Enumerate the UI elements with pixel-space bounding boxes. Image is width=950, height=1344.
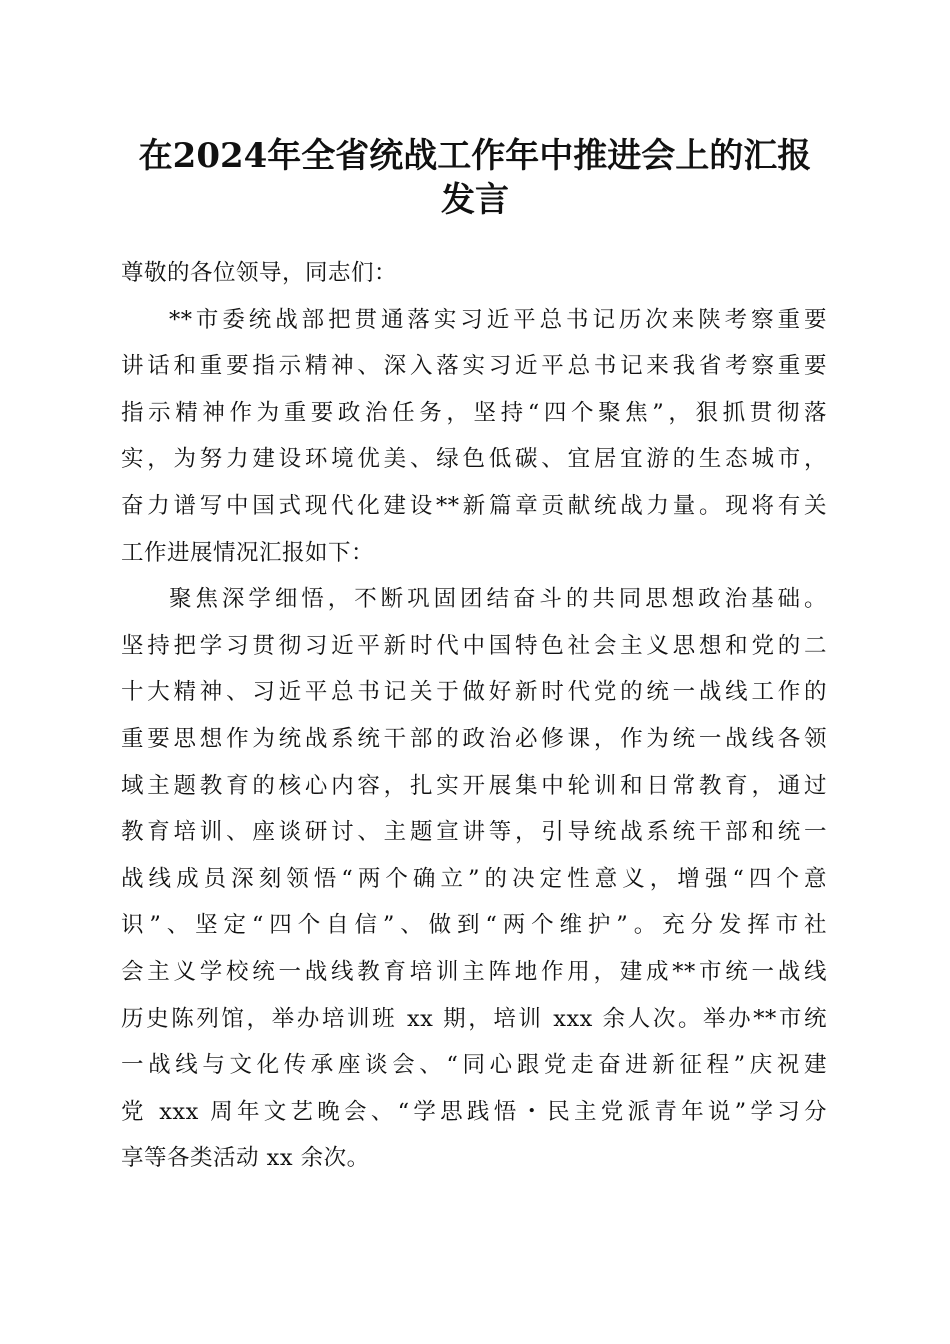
paragraph-line: **市委统战部把贯通落实习近平总书记历次来陕考察重要 (169, 306, 827, 333)
salutation-text: 尊敬的各位领导，同志们： (121, 260, 398, 286)
paragraph-focus-study (121, 576, 827, 1182)
paragraph-line: 战线成员深刻领悟“两个确立”的决定性意义，增强“四个意 (121, 865, 827, 892)
paragraph-line: 党 xxx 周年文艺晚会、“学思践悟・民主党派青年说”学习分 (121, 1098, 827, 1125)
paragraph-intro (121, 297, 827, 577)
paragraph-line: 识”、坚定“四个自信”、做到“两个维护”。充分发挥市社 (121, 912, 827, 939)
paragraph-line: 坚持把学习贯彻习近平新时代中国特色社会主义思想和党的二 (121, 632, 827, 659)
paragraph-line: 工作进展情况汇报如下： (121, 539, 375, 566)
paragraph-line: 奋力谱写中国式现代化建设**新篇章贡献统战力量。现将有关 (121, 492, 827, 519)
paragraph-line: 享等各类活动 xx 余次。 (121, 1145, 370, 1172)
paragraph-line: 指示精神作为重要政治任务，坚持“四个聚焦”，狠抓贯彻落 (121, 399, 827, 426)
paragraph-line: 实，为努力建设环境优美、绿色低碳、宜居宜游的生态城市， (121, 446, 827, 473)
title-line: 发言 (441, 180, 509, 220)
paragraph-line: 历史陈列馆，举办培训班 xx 期，培训 xxx 余人次。举办**市统 (121, 1005, 827, 1032)
title-line: 在2024年全省统战工作年中推进会上的汇报 (138, 136, 812, 176)
paragraph-line: 会主义学校统一战线教育培训主阵地作用，建成**市统一战线 (121, 958, 827, 985)
paragraph-line: 十大精神、习近平总书记关于做好新时代党的统一战线工作的 (121, 679, 827, 706)
paragraph-line: 教育培训、座谈研讨、主题宣讲等，引导统战系统干部和统一 (121, 819, 827, 846)
paragraph-line: 域主题教育的核心内容，扎实开展集中轮训和日常教育，通过 (121, 772, 827, 799)
paragraph-line: 重要思想作为统战系统干部的政治必修课，作为统一战线各领 (121, 725, 827, 752)
paragraph-line: 讲话和重要指示精神、深入落实习近平总书记来我省考察重要 (121, 353, 827, 380)
salutation (121, 250, 827, 297)
paragraph-line: 一战线与文化传承座谈会、“同心跟党走奋进新征程”庆祝建 (121, 1052, 827, 1079)
document-body (121, 250, 827, 1182)
paragraph-line: 聚焦深学细悟，不断巩固团结奋斗的共同思想政治基础。 (169, 586, 827, 613)
document-title (100, 134, 850, 222)
